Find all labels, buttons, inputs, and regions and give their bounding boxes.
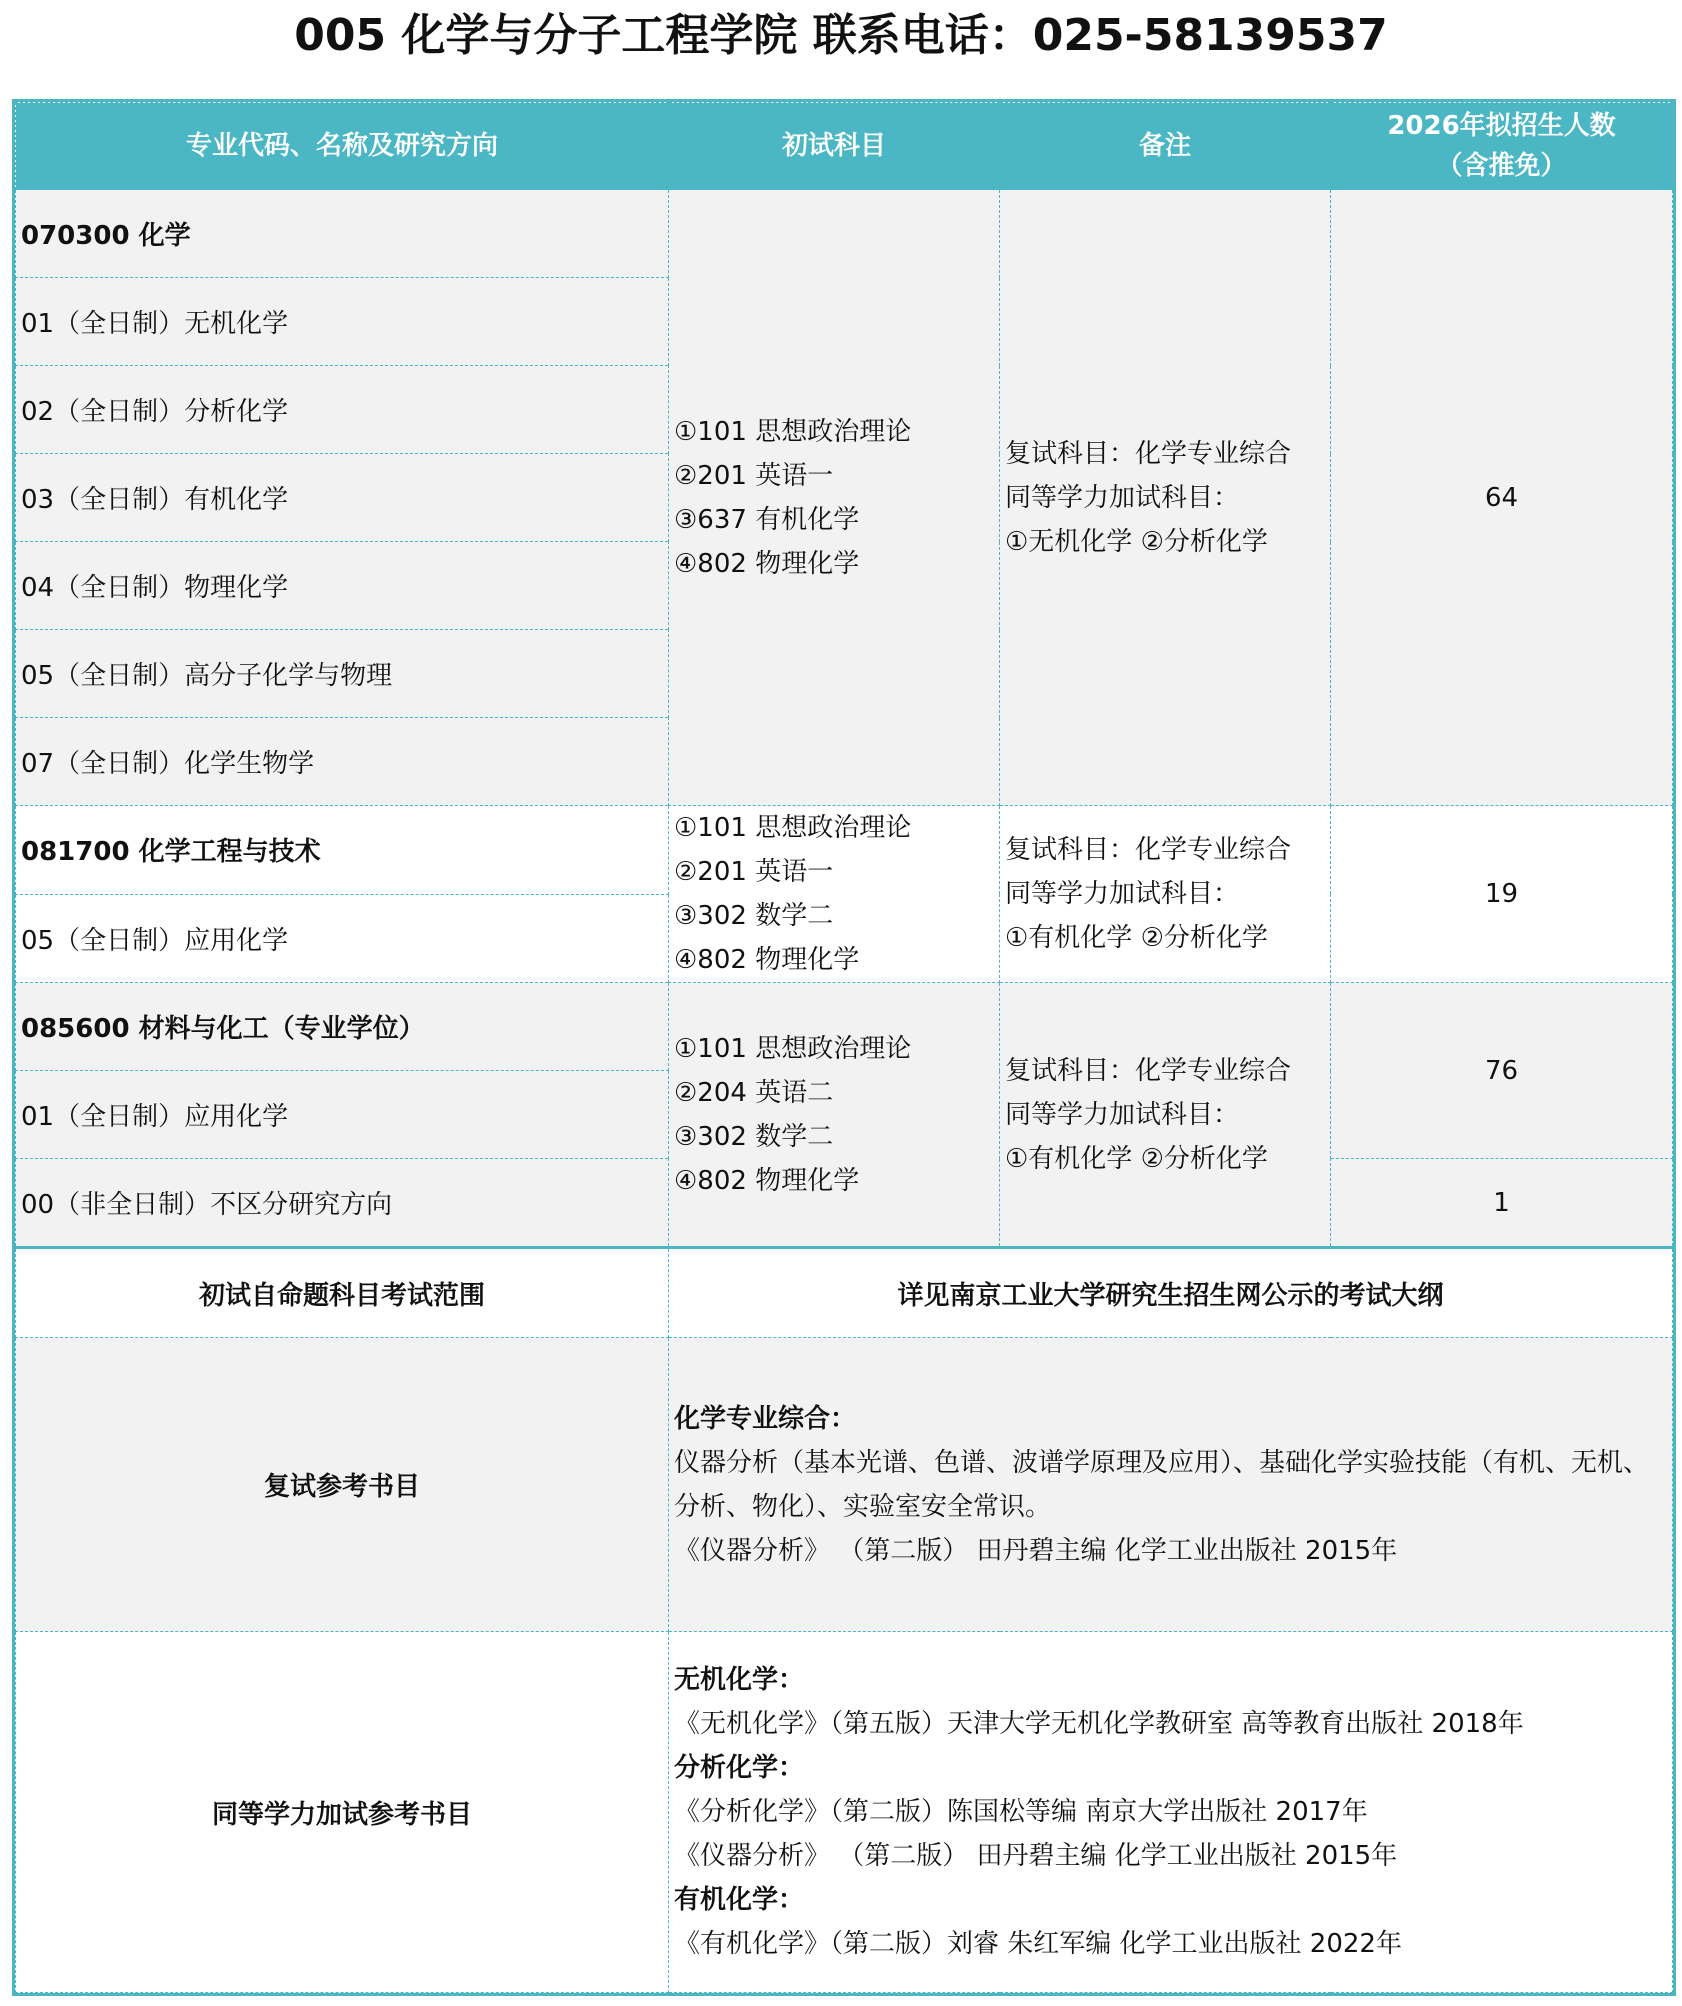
subject-item: ①101 思想政治理论 [674, 813, 912, 843]
subject-item: ④802 物理化学 [674, 945, 860, 975]
notes [1000, 806, 1331, 983]
book-line: 《有机化学》（第二版）刘睿 朱红军编 化学工业出版社 2022年 [674, 1929, 1402, 1959]
book-line: 仪器分析（基本光谱、色谱、波谱学原理及应用）、基础化学实验技能（有机、无机、分析、物化）、实验室安全常识。 [674, 1447, 1650, 1522]
note-item: 同等学力加试科目： [1005, 879, 1240, 909]
quota: 19 [1331, 806, 1673, 983]
note-item: 复试科目：化学专业综合 [1005, 835, 1292, 865]
equal-books-row [16, 1632, 1673, 1993]
equal-books-label: 同等学力加试参考书目 [16, 1632, 669, 1993]
exam-scope-label: 初试自命题科目考试范围 [16, 1248, 669, 1338]
equal-books-content [669, 1632, 1673, 1993]
book-line: 无机化学： [674, 1665, 805, 1695]
subject-item: ③302 数学二 [674, 1121, 834, 1152]
subject-item: ②201 英语一 [674, 857, 834, 887]
notes [1000, 190, 1331, 806]
table-row [16, 190, 1673, 278]
direction-name: 04（全日制）物理化学 [16, 542, 669, 630]
note-item: ①有机化学 ②分析化学 [1005, 1143, 1268, 1174]
direction-name: 00（非全日制）不区分研究方向 [16, 1159, 669, 1248]
major-name: 070300 化学 [16, 190, 669, 278]
quota-part-time: 1 [1331, 1159, 1673, 1248]
retest-books-label: 复试参考书目 [16, 1338, 669, 1632]
book-line: 《仪器分析》 （第二版） 田丹碧主编 化学工业出版社 2015年 [674, 1535, 1398, 1566]
book-line: 化学专业综合： [674, 1403, 857, 1434]
table-row [16, 806, 1673, 895]
header-subjects: 初试科目 [669, 103, 1000, 190]
page-title: 005 化学与分子工程学院 联系电话：025-58139537 [294, 10, 1388, 61]
note-item: 复试科目：化学专业综合 [1005, 438, 1292, 469]
exam-scope-row [16, 1248, 1673, 1338]
direction-name: 03（全日制）有机化学 [16, 454, 669, 542]
subject-item: ②204 英语二 [674, 1077, 834, 1108]
direction-name: 01（全日制）应用化学 [16, 1071, 669, 1159]
book-line: 分析化学： [674, 1753, 805, 1783]
header-quota: 2026年拟招生人数 （含推免） [1331, 103, 1673, 190]
note-item: 同等学力加试科目： [1005, 1099, 1240, 1130]
subject-item: ④802 物理化学 [674, 548, 860, 579]
book-line: 《仪器分析》 （第二版） 田丹碧主编 化学工业出版社 2015年 [674, 1841, 1398, 1871]
direction-name: 05（全日制）高分子化学与物理 [16, 630, 669, 718]
header-notes: 备注 [1000, 103, 1331, 190]
direction-name: 01（全日制）无机化学 [16, 278, 669, 366]
subject-item: ③637 有机化学 [674, 504, 860, 535]
subject-item: ④802 物理化学 [674, 1165, 860, 1196]
book-line: 《无机化学》（第五版）天津大学无机化学教研室 高等教育出版社 2018年 [674, 1709, 1524, 1739]
quota: 76 [1331, 983, 1673, 1159]
retest-books-row [16, 1338, 1673, 1632]
major-name: 081700 化学工程与技术 [16, 806, 669, 895]
retest-books-content [669, 1338, 1673, 1632]
notes [1000, 983, 1331, 1248]
header-major: 专业代码、名称及研究方向 [16, 103, 669, 190]
major-name: 085600 材料与化工（专业学位） [16, 983, 669, 1071]
subject-item: ①101 思想政治理论 [674, 1033, 912, 1064]
note-item: ①无机化学 ②分析化学 [1005, 526, 1268, 557]
exam-subjects [669, 983, 1000, 1248]
quota: 64 [1331, 190, 1673, 806]
direction-name: 05（全日制）应用化学 [16, 894, 669, 983]
note-item: ①有机化学 ②分析化学 [1005, 923, 1268, 953]
note-item: 复试科目：化学专业综合 [1005, 1055, 1292, 1086]
book-line: 《分析化学》（第二版）陈国松等编 南京大学出版社 2017年 [674, 1797, 1368, 1827]
subject-item: ③302 数学二 [674, 901, 834, 931]
subject-item: ②201 英语一 [674, 460, 834, 491]
exam-scope-value: 详见南京工业大学研究生招生网公示的考试大纲 [669, 1248, 1673, 1338]
book-line: 有机化学： [674, 1885, 805, 1915]
subject-item: ①101 思想政治理论 [674, 416, 912, 447]
exam-subjects [669, 806, 1000, 983]
direction-name: 07（全日制）化学生物学 [16, 718, 669, 806]
exam-subjects [669, 190, 1000, 806]
table-row [16, 983, 1673, 1071]
admission-table [15, 102, 1673, 1993]
note-item: 同等学力加试科目： [1005, 482, 1240, 513]
direction-name: 02（全日制）分析化学 [16, 366, 669, 454]
